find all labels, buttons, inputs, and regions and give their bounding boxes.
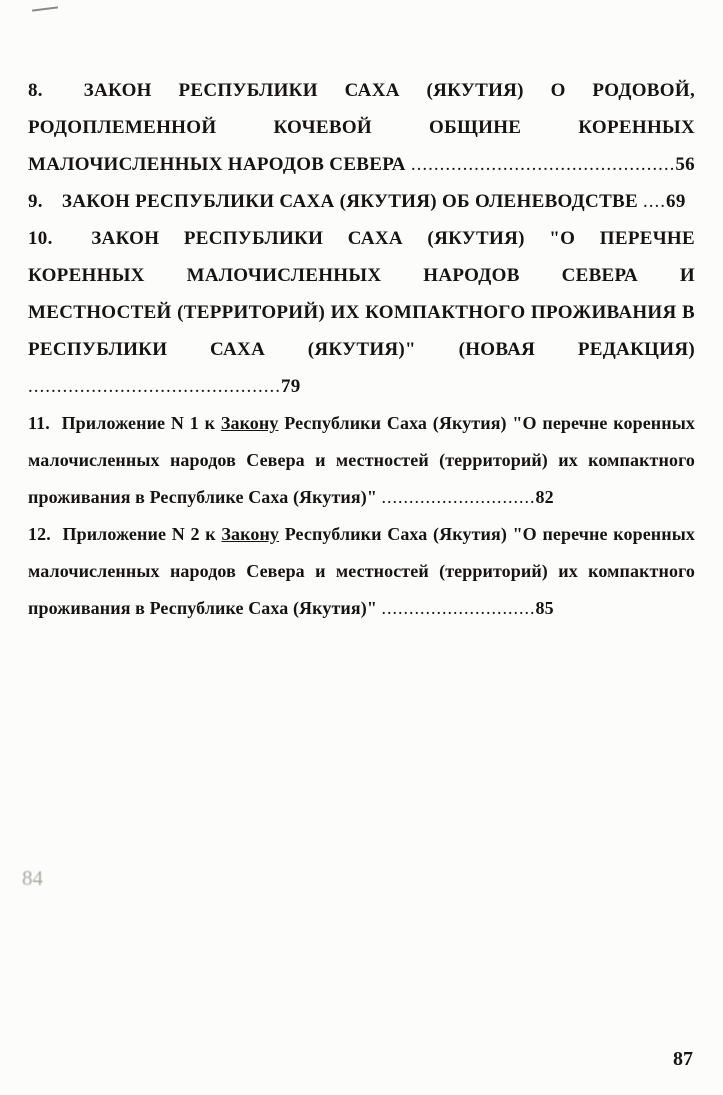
toc-entry-page-ref: 69 [666,191,686,212]
toc-entry-page-ref: 85 [535,598,554,618]
toc-entry-number: 11. [28,413,50,433]
toc-entry-number: 10. [28,228,53,249]
toc-entry-underlined-word: Закону [221,524,280,544]
toc-entry-11 [28,405,695,516]
dot-leader: ............................ [381,598,536,618]
toc-entry-title: ЗАКОН РЕСПУБЛИКИ САХА (ЯКУТИЯ) О РОДОВОЙ, РОДОПЛЕМЕННОЙ КОЧЕВОЙ ОБЩИНЕ КОРЕННЫХ МАЛОЧИСЛЕННЫХ НАРОДОВ СЕВЕРА [28,80,695,175]
dot-leader: .... [643,191,667,212]
table-of-contents [28,72,695,627]
toc-entry-title-part: Республики Саха (Якутия) "О перечне коренных малочисленных народов Севера и местностей (территорий) их компактного проживания в Республике Саха (Якутия)" [28,524,695,618]
toc-entry-number: 8. [28,80,43,101]
toc-entry-number: 9. [28,191,43,212]
bleedthrough-page-number: 84 [21,865,44,891]
scan-artifact-mark [32,6,58,11]
toc-entry-10 [28,220,695,405]
toc-entry-number: 12. [28,524,51,544]
toc-entry-page-ref: 79 [281,376,301,397]
toc-entry-page-ref: 82 [535,487,554,507]
toc-entry-title-part: Приложение N 2 к [62,524,216,544]
dot-leader: .............................................. [410,154,676,175]
toc-entry-page-ref: 56 [675,154,695,175]
page-number: 87 [673,1048,693,1070]
toc-entry-9 [28,183,695,220]
toc-entry-title: ЗАКОН РЕСПУБЛИКИ САХА (ЯКУТИЯ) "О ПЕРЕЧНЕ КОРЕННЫХ МАЛОЧИСЛЕННЫХ НАРОДОВ СЕВЕРА И МЕСТНОСТЕЙ (ТЕРРИТОРИЙ) ИХ КОМПАКТНОГО ПРОЖИВАНИЯ В РЕСПУБЛИКИ САХА (ЯКУТИЯ)" (НОВАЯ РЕДАКЦИЯ) [28,228,695,360]
toc-entry-8 [28,72,695,183]
toc-entry-title: ЗАКОН РЕСПУБЛИКИ САХА (ЯКУТИЯ) ОБ ОЛЕНЕВОДСТВЕ [61,191,638,212]
dot-leader: ............................ [381,487,536,507]
toc-entry-title-part: Республики Саха (Якутия) "О перечне коренных малочисленных народов Севера и местностей (территорий) их компактного проживания в Республике Саха (Якутия)" [28,413,695,507]
toc-entry-underlined-word: Закону [220,413,279,433]
toc-entry-12 [28,516,695,627]
dot-leader: ............................................ [28,376,281,397]
toc-entry-title-part: Приложение N 1 к [61,413,216,433]
